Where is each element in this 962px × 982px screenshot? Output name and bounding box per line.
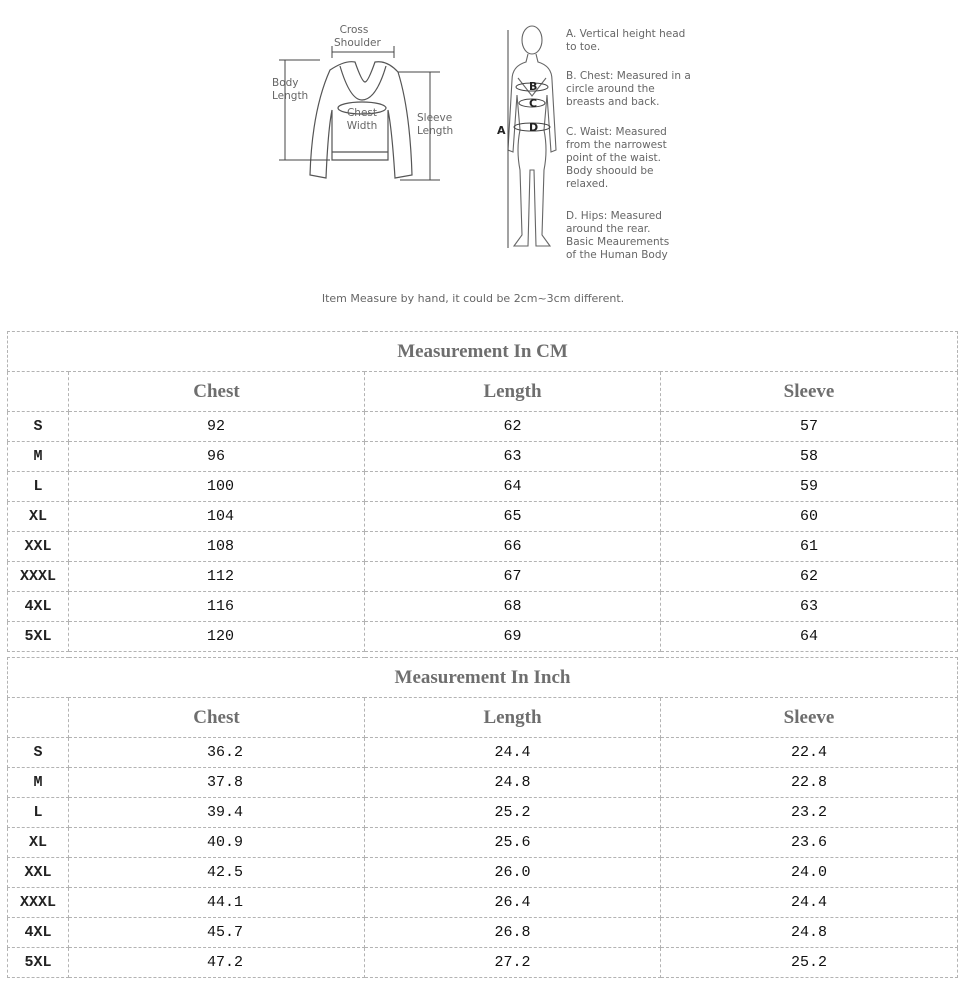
size-label-cell: XXL <box>8 858 69 888</box>
chest-value-cell: 40.9 <box>69 828 365 858</box>
chest-value-cell: 120 <box>69 622 365 652</box>
chest-value-cell: 104 <box>69 502 365 532</box>
cm-table-title: Measurement In CM <box>8 332 958 372</box>
table-row <box>8 622 958 652</box>
size-label-cell: 4XL <box>8 592 69 622</box>
table-row <box>8 768 958 798</box>
table-row <box>8 562 958 592</box>
chest-value-cell: 96 <box>69 442 365 472</box>
length-value-cell: 26.4 <box>365 888 661 918</box>
length-value-cell: 25.6 <box>365 828 661 858</box>
cross-shoulder-label: Cross Shoulder <box>334 24 381 49</box>
inch-header-sleeve: Sleeve <box>661 698 958 738</box>
letter-b: B <box>529 80 538 93</box>
chest-value-cell: 37.8 <box>69 768 365 798</box>
sleeve-value-cell: 64 <box>661 622 958 652</box>
chest-value-cell: 44.1 <box>69 888 365 918</box>
cm-size-table <box>7 331 958 652</box>
length-value-cell: 25.2 <box>365 798 661 828</box>
length-value-cell: 24.8 <box>365 768 661 798</box>
sleeve-value-cell: 23.6 <box>661 828 958 858</box>
table-row <box>8 738 958 768</box>
sleeve-value-cell: 58 <box>661 442 958 472</box>
size-label-cell: XL <box>8 502 69 532</box>
diagram-drawing <box>0 0 962 290</box>
table-row <box>8 858 958 888</box>
cm-header-sleeve: Sleeve <box>661 372 958 412</box>
size-label-cell: XXXL <box>8 562 69 592</box>
inch-header-length: Length <box>365 698 661 738</box>
sleeve-value-cell: 23.2 <box>661 798 958 828</box>
sleeve-value-cell: 24.4 <box>661 888 958 918</box>
letter-c: C <box>529 97 538 110</box>
size-label-cell: XXXL <box>8 888 69 918</box>
inch-size-table <box>7 657 958 978</box>
table-row <box>8 888 958 918</box>
size-label-cell: 4XL <box>8 918 69 948</box>
sleeve-value-cell: 24.0 <box>661 858 958 888</box>
sleeve-value-cell: 62 <box>661 562 958 592</box>
length-value-cell: 65 <box>365 502 661 532</box>
size-label-cell: 5XL <box>8 948 69 978</box>
legend-b: B. Chest: Measured in a circle around the breasts and back. <box>566 70 691 108</box>
sleeve-value-cell: 63 <box>661 592 958 622</box>
table-row <box>8 798 958 828</box>
table-row <box>8 502 958 532</box>
length-value-cell: 27.2 <box>365 948 661 978</box>
legend-d: D. Hips: Measured around the rear. Basic Meaurements of the Human Body <box>566 210 670 261</box>
length-value-cell: 69 <box>365 622 661 652</box>
chest-value-cell: 39.4 <box>69 798 365 828</box>
sleeve-value-cell: 25.2 <box>661 948 958 978</box>
inch-corner-cell <box>8 698 69 738</box>
legend-a: A. Vertical height head to toe. <box>566 28 686 53</box>
chest-value-cell: 42.5 <box>69 858 365 888</box>
letter-a: A <box>497 124 506 137</box>
size-label-cell: M <box>8 442 69 472</box>
legend-c: C. Waist: Measured from the narrowest point of the waist. Body shoould be relaxed. <box>566 126 667 190</box>
sleeve-length-label: Sleeve Length <box>417 112 454 137</box>
inch-header-chest: Chest <box>69 698 365 738</box>
chest-value-cell: 45.7 <box>69 918 365 948</box>
sleeve-value-cell: 57 <box>661 412 958 442</box>
chest-value-cell: 47.2 <box>69 948 365 978</box>
sleeve-value-cell: 61 <box>661 532 958 562</box>
length-value-cell: 26.0 <box>365 858 661 888</box>
table-row <box>8 412 958 442</box>
table-row <box>8 948 958 978</box>
size-label-cell: 5XL <box>8 622 69 652</box>
sleeve-value-cell: 60 <box>661 502 958 532</box>
measurement-note: Item Measure by hand, it could be 2cm~3cm different. <box>321 292 625 305</box>
sleeve-value-cell: 24.8 <box>661 918 958 948</box>
cm-header-length: Length <box>365 372 661 412</box>
body-figure-illustration <box>508 26 556 246</box>
inch-table-title: Measurement In Inch <box>8 658 958 698</box>
length-value-cell: 26.8 <box>365 918 661 948</box>
size-label-cell: M <box>8 768 69 798</box>
measurement-diagram <box>0 0 962 290</box>
length-value-cell: 62 <box>365 412 661 442</box>
table-row <box>8 472 958 502</box>
cm-header-chest: Chest <box>69 372 365 412</box>
body-length-label: Body Length <box>272 77 309 102</box>
table-row <box>8 918 958 948</box>
table-row <box>8 592 958 622</box>
cm-corner-cell <box>8 372 69 412</box>
sleeve-value-cell: 22.4 <box>661 738 958 768</box>
length-value-cell: 24.4 <box>365 738 661 768</box>
length-value-cell: 63 <box>365 442 661 472</box>
size-label-cell: XXL <box>8 532 69 562</box>
table-row <box>8 828 958 858</box>
chest-value-cell: 108 <box>69 532 365 562</box>
chest-value-cell: 92 <box>69 412 365 442</box>
length-value-cell: 68 <box>365 592 661 622</box>
sleeve-value-cell: 22.8 <box>661 768 958 798</box>
sleeve-value-cell: 59 <box>661 472 958 502</box>
table-row <box>8 532 958 562</box>
chest-width-label: Chest Width <box>346 107 378 132</box>
size-label-cell: S <box>8 738 69 768</box>
length-value-cell: 66 <box>365 532 661 562</box>
size-label-cell: S <box>8 412 69 442</box>
chest-value-cell: 112 <box>69 562 365 592</box>
size-label-cell: L <box>8 472 69 502</box>
chest-value-cell: 36.2 <box>69 738 365 768</box>
chest-value-cell: 100 <box>69 472 365 502</box>
size-label-cell: XL <box>8 828 69 858</box>
letter-d: D <box>529 121 539 134</box>
table-row <box>8 442 958 472</box>
size-label-cell: L <box>8 798 69 828</box>
length-value-cell: 64 <box>365 472 661 502</box>
chest-value-cell: 116 <box>69 592 365 622</box>
length-value-cell: 67 <box>365 562 661 592</box>
